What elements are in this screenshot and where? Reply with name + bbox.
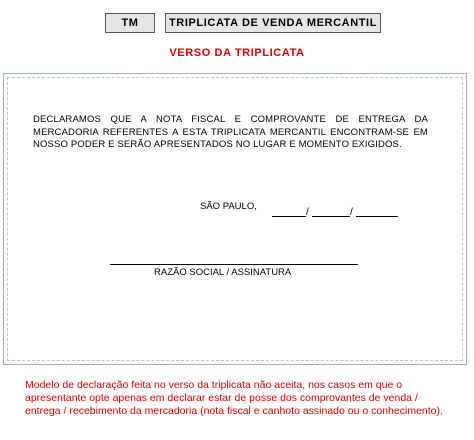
date-separator: / (350, 207, 353, 218)
tm-label-box (105, 13, 155, 33)
date-year-line (356, 216, 398, 217)
document-title: TRIPLICATA DE VENDA MERCANTIL (168, 17, 378, 29)
document-title-box (165, 13, 381, 33)
footnote: Modelo de declaração feita no verso da triplicata não aceita, nos casos em que o apresentante opte apenas em declarar estar de posse dos comprovantes de venda / entrega / recebimento da mercadoria (nota fiscal e canhoto assinado ou o conhecimento). (25, 379, 443, 417)
declaration-text: DECLARAMOS QUE A NOTA FISCAL E COMPROVANTE DE ENTREGA DA MERCADORIA REFERENTES A ESTA TRIPLICATA MERCANTIL ENCONTRAM-SE EM NOSSO PODER E SERÃO APRESENTADOS NO LUGAR E MOMENTO EXIGIDOS. (33, 114, 428, 150)
date-month-line (312, 216, 350, 217)
section-subtitle: VERSO DA TRIPLICATA (169, 47, 305, 59)
date-separator: / (306, 207, 309, 218)
signature-line (110, 264, 358, 265)
place-label: SÃO PAULO, (200, 201, 257, 212)
date-field (272, 207, 397, 217)
signature-label: RAZÃO SOCIAL / ASSINATURA (154, 267, 292, 278)
tm-label: TM (121, 17, 139, 29)
date-day-line (272, 216, 306, 217)
declaration-card (3, 73, 467, 365)
